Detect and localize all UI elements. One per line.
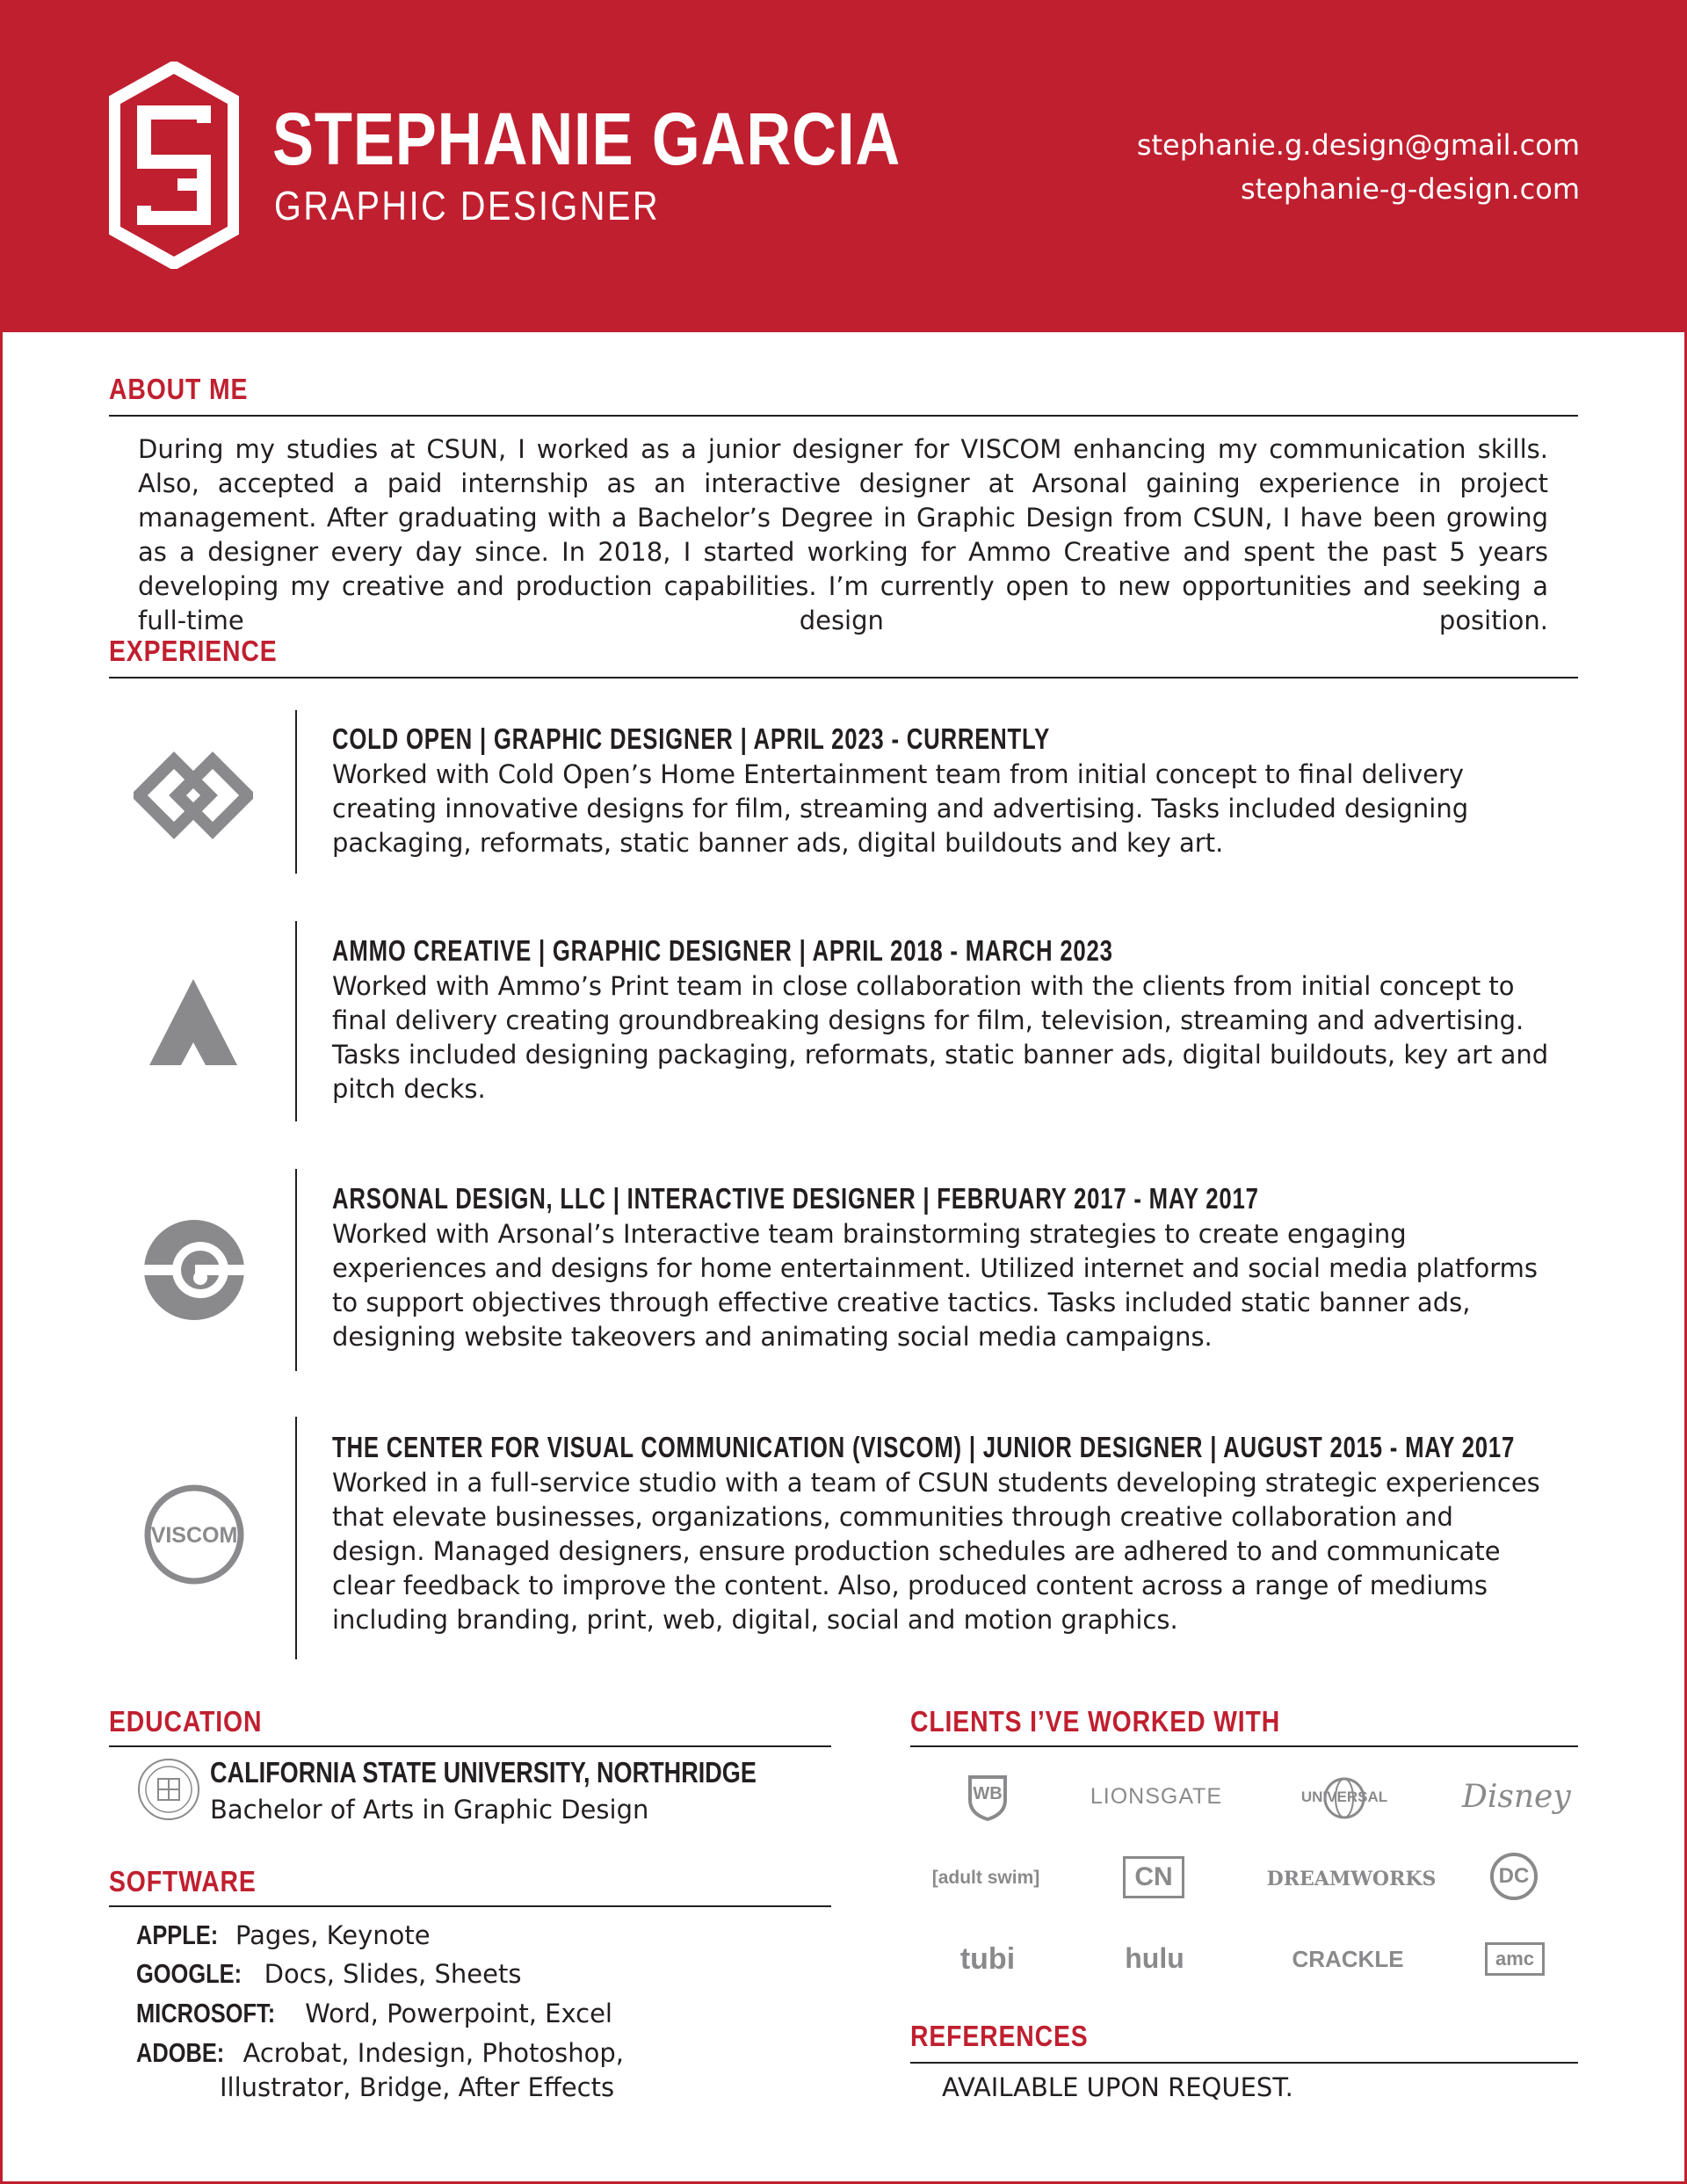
client-logo-tubi: tubi xyxy=(959,1942,1016,1976)
software-items: Acrobat, Indesign, Photoshop, xyxy=(243,2038,624,2068)
csun-seal-icon xyxy=(137,1758,200,1821)
ammo-creative-logo-icon xyxy=(148,977,239,1067)
software-items: Word, Powerpoint, Excel xyxy=(305,1999,612,2028)
job-divider xyxy=(295,1417,297,1659)
job-description: Worked with Ammo’s Print team in close collaboration with the clients from initial concept to final delivery creating groundbreaking designs for film, television, streaming and advertising. Tasks included designing packaging, reformats, static banner ads, digital buildouts, key art and pitch decks. xyxy=(332,971,1549,1104)
software-rule xyxy=(109,1905,831,1907)
job-title: COLD OPEN | GRAPHIC DESIGNER | APRIL 2023 - CURRENTLY xyxy=(332,722,1051,755)
cold-open-logo-icon xyxy=(134,751,253,839)
client-logo-universal xyxy=(1292,1774,1397,1823)
software-label: MICROSOFT: xyxy=(136,1998,276,2028)
software-label: ADOBE: xyxy=(136,2037,225,2068)
job-description: Worked with Arsonal’s Interactive team brainstorming strategies to create engaging experiences and designs for home entertainment. Utilized internet and social media platforms to support objectives through effective creative tactics. Tasks included static banner ads, designing website takeovers and animating social media campaigns. xyxy=(332,1219,1538,1352)
client-logo-wb xyxy=(967,1774,1009,1821)
job-title: THE CENTER FOR VISUAL COMMUNICATION (VISCOM) | JUNIOR DESIGNER | AUGUST 2015 - MAY 2017 xyxy=(332,1431,1516,1463)
client-logo-dc: DC xyxy=(1490,1853,1538,1900)
software-items-continued: Illustrator, Bridge, After Effects xyxy=(220,2072,615,2102)
client-logo-text: UNIVERSAL xyxy=(1300,1789,1388,1805)
experience-rule xyxy=(109,677,1578,678)
software-heading: SOFTWARE xyxy=(109,1865,257,1897)
client-logo-cn: CN xyxy=(1123,1856,1184,1898)
job-divider xyxy=(295,921,297,1121)
education-rule xyxy=(109,1745,831,1747)
software-items: Docs, Slides, Sheets xyxy=(264,1959,522,1989)
references-heading: REFERENCES xyxy=(910,2020,1089,2052)
job-title: AMMO CREATIVE | GRAPHIC DESIGNER | APRIL 2018 - MARCH 2023 xyxy=(332,934,1113,967)
software-row xyxy=(136,1994,612,2033)
header-banner xyxy=(0,0,1687,332)
software-label: APPLE: xyxy=(136,1919,219,1950)
about-heading: ABOUT ME xyxy=(109,373,249,405)
about-text: During my studies at CSUN, I worked as a junior designer for VISCOM enhancing my communication skills. Also, accepted a paid internship as an interactive designer at Arsonal gaining experience in project management. After graduating with a Bachelor’s Degree in Graphic Design from CSUN, I have been growing as a designer every day since. In 2018, I started working for Ammo Creative and spent the past 5 years developing my creative and production capabilities. I’m currently open to new opportunities and seeking a full-time design position. xyxy=(138,434,1548,635)
software-items: Pages, Keynote xyxy=(235,1920,431,1950)
client-logo-disney: Disney xyxy=(1462,1779,1571,1815)
job-divider xyxy=(295,1169,297,1371)
software-row xyxy=(136,1916,431,1955)
contact-block xyxy=(1137,123,1580,211)
client-logo-lionsgate: LIONSGATE xyxy=(1090,1784,1223,1809)
software-label: GOOGLE: xyxy=(136,1958,243,1989)
clients-rule xyxy=(910,1745,1578,1747)
client-logo-adult-swim: [adult swim] xyxy=(931,1868,1040,1888)
viscom-logo-icon xyxy=(143,1484,245,1585)
website-link[interactable]: stephanie-g-design.com xyxy=(1240,172,1580,206)
sg-monogram-logo xyxy=(109,62,239,269)
client-logo-dreamworks: DREAMWORKS xyxy=(1266,1868,1437,1890)
experience-heading: EXPERIENCE xyxy=(109,635,278,667)
references-rule xyxy=(910,2062,1578,2064)
about-rule xyxy=(109,415,1578,417)
references-text: AVAILABLE UPON REQUEST. xyxy=(942,2072,1293,2102)
arsonal-logo-icon xyxy=(142,1218,246,1322)
client-logo-crackle: CRACKLE xyxy=(1292,1946,1404,1972)
email-link[interactable]: stephanie.g.design@gmail.com xyxy=(1136,128,1580,162)
degree-name: Bachelor of Arts in Graphic Design xyxy=(210,1795,649,1825)
candidate-role: GRAPHIC DESIGNER xyxy=(274,183,661,229)
viscom-logo-text: VISCOM xyxy=(150,1523,238,1548)
client-logo-hulu: hulu xyxy=(1125,1942,1184,1974)
software-row xyxy=(136,1955,521,1993)
job-title: ARSONAL DESIGN, LLC | INTERACTIVE DESIGNER | FEBRUARY 2017 - MAY 2017 xyxy=(332,1182,1259,1215)
client-logo-text: WB xyxy=(973,1784,1003,1803)
school-name: CALIFORNIA STATE UNIVERSITY, NORTHRIDGE xyxy=(210,1756,757,1789)
education-heading: EDUCATION xyxy=(109,1705,263,1738)
job-description: Worked with Cold Open’s Home Entertainment team from initial concept to final delivery creating innovative designs for film, streaming and advertising. Tasks included designing packaging, reformats, static banner ads, digital buildouts and key art. xyxy=(332,759,1469,858)
job-description: Worked in a full-service studio with a team of CSUN students developing strategic experiences that elevate businesses, organizations, communities through creative collaboration and design. Managed designers, ensure production schedules are adhered to and communicate clear feedback to improve the content. Also, produced content across a range of mediums including branding, print, web, digital, social and motion graphics. xyxy=(332,1468,1540,1635)
software-row xyxy=(136,2034,624,2072)
clients-heading: CLIENTS I’VE WORKED WITH xyxy=(910,1705,1281,1738)
client-logo-amc: amc xyxy=(1485,1942,1545,1976)
candidate-name: STEPHANIE GARCIA xyxy=(272,98,901,180)
job-divider xyxy=(295,710,297,874)
